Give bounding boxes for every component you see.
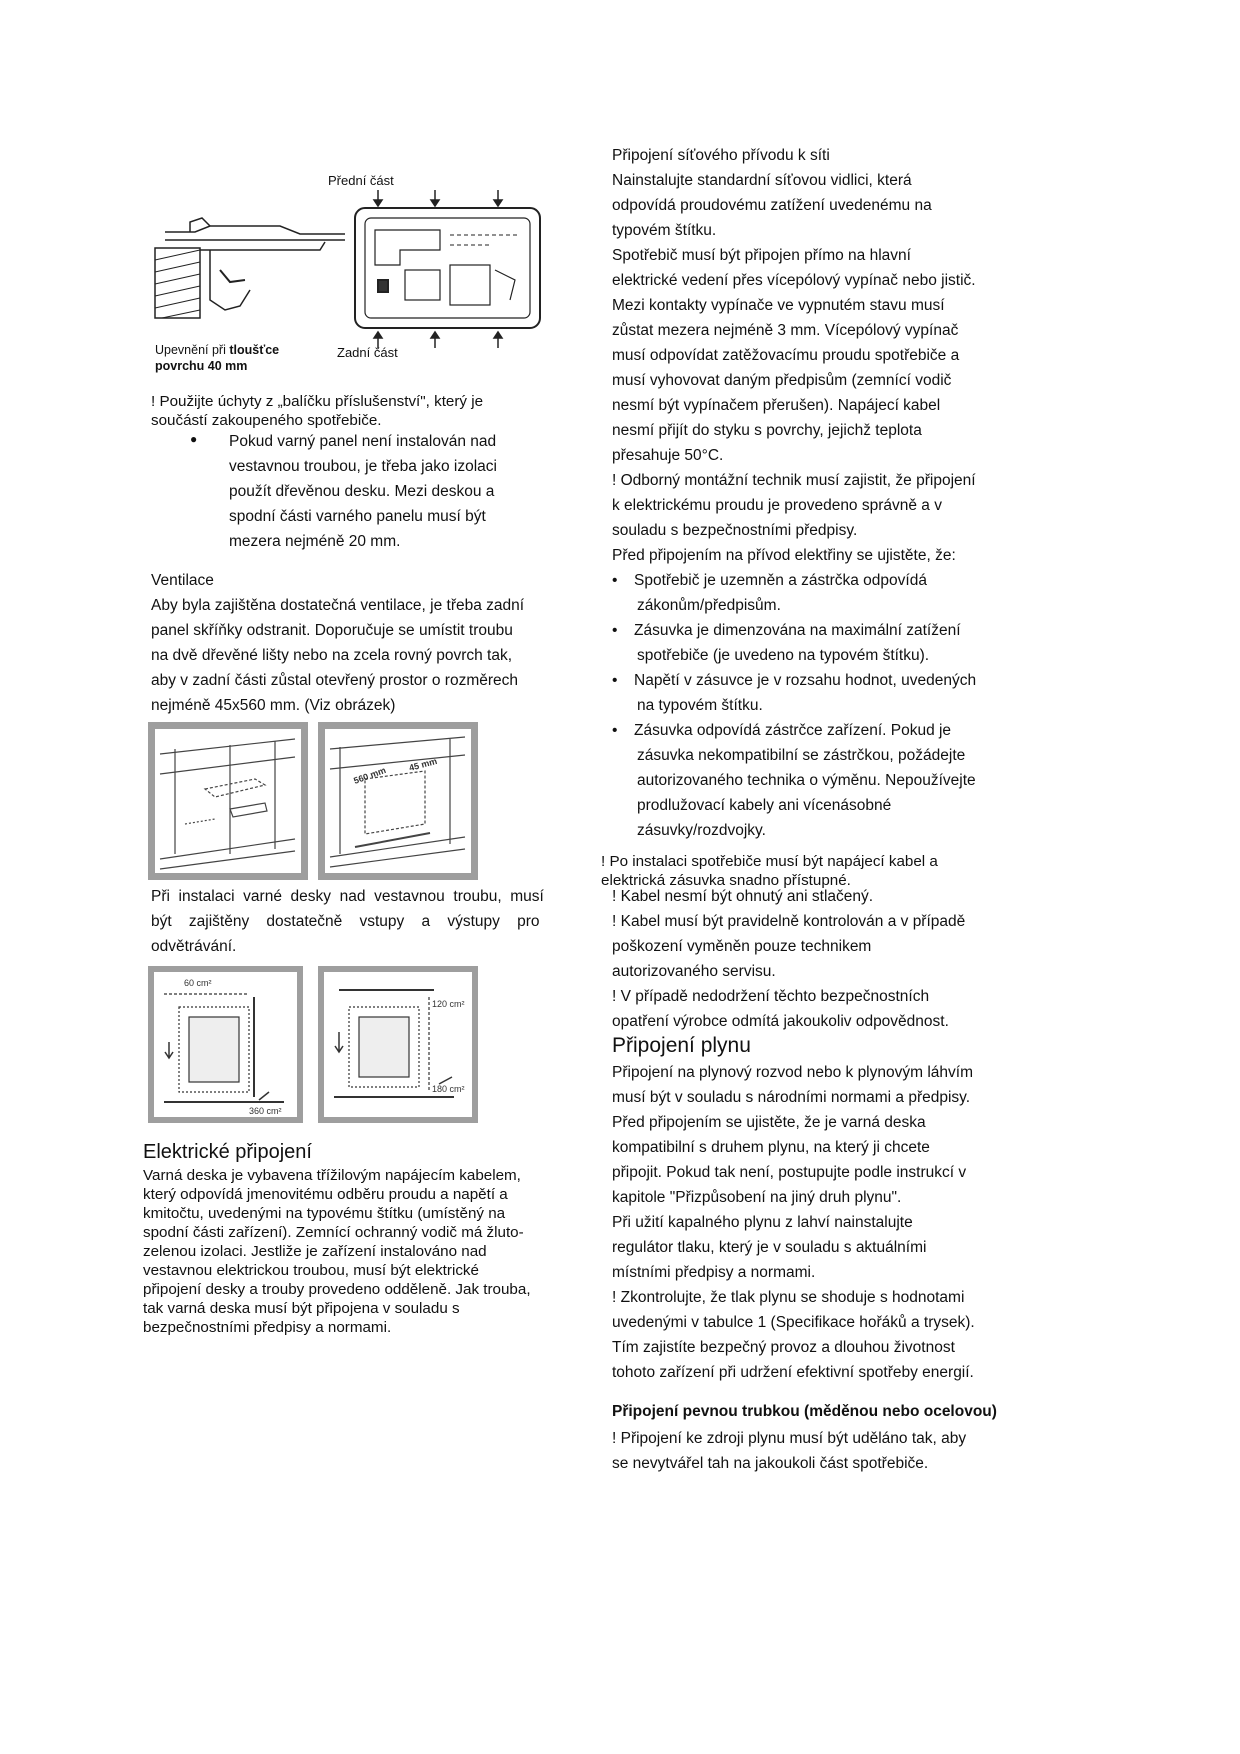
accessibility-note-line-2: elektrická zásuvka snadno přístupné. (601, 872, 851, 889)
gas-line: místními předpisy a normami. (612, 1264, 816, 1281)
gas-text (612, 1060, 1037, 1385)
fixing-label-line2: povrchu 40 mm (155, 359, 248, 373)
gas-heading: Připojení plynu (612, 1034, 751, 1057)
ventilation-line: Aby byla zajištěna dostatečná ventilace, je třeba zadní (151, 597, 525, 614)
accessibility-note-line-1: ! Po instalaci spotřebiče musí být napájecí kabel a (601, 853, 938, 870)
fixing-label (155, 342, 279, 374)
pipe-text (612, 1426, 1037, 1476)
electrical-line: Varná deska je vybavena třížilovým napájecím kabelem, (143, 1167, 521, 1184)
check-bullet-line: zákonům/předpisům. (637, 597, 781, 614)
electrical-line: spodní části zařízení). Zemnící ochranný vodič má žluto- (143, 1224, 524, 1241)
mains-line: odpovídá proudovému zatížení uvedenému na (612, 197, 932, 214)
gas-line: musí být v souladu s národními normami a předpisy. (612, 1089, 971, 1106)
check-bullet-item (612, 668, 1032, 718)
check-bullet-line: autorizovaného technika o výměnu. Nepoužívejte (637, 772, 976, 789)
check-bullet-line: Zásuvka je dimenzována na maximální zatížení (634, 622, 961, 639)
electrical-heading: Elektrické připojení (143, 1141, 312, 1163)
wood-board-line: použít dřevěnou desku. Mezi deskou a (229, 483, 495, 500)
install-line: být zajištěny dostatečně vstupy a výstupy pro (151, 913, 540, 930)
wood-board-line: spodní části varného panelu musí být (229, 508, 486, 525)
cable-note-line: opatření výrobce odmítá jakoukoliv odpovědnost. (612, 1013, 949, 1030)
ventilation-figure-right (318, 722, 478, 880)
ventilation-figure-left (148, 722, 308, 880)
mains-line: nesmí přijít do styku s povrchy, jejichž teplota (612, 422, 922, 439)
mains-heading: Připojení síťového přívodu k síti (612, 147, 830, 164)
bullet-dot: • (612, 672, 618, 689)
mains-line: ! Odborný montážní technik musí zajistit, že připojení (612, 472, 976, 489)
mains-line: Spotřebič musí být připojen přímo na hlavní (612, 247, 911, 264)
check-bullet-line: Napětí v zásuvce je v rozsahu hodnot, uvedených (634, 672, 977, 689)
mains-line: elektrické vedení přes vícepólový vypínač nebo jistič. (612, 272, 976, 289)
airflow-figure-left (148, 966, 303, 1123)
check-bullet-item (612, 618, 1032, 668)
front-part-label: Přední část (328, 173, 394, 188)
electrical-line: tak varná deska musí být připojena v souladu s (143, 1300, 460, 1317)
mains-line: Před připojením na přívod elektřiny se ujistěte, že: (612, 547, 956, 564)
check-bullet-line: Spotřebič je uzemněn a zástrčka odpovídá (634, 572, 927, 589)
wood-board-line: mezera nejméně 20 mm. (229, 533, 401, 550)
wood-board-line: vestavnou troubou, je třeba jako izolaci (229, 458, 497, 475)
check-bullets (612, 568, 1032, 843)
check-bullet-line: zásuvka nekompatibilní se zástrčkou, požádejte (637, 747, 966, 764)
hob-mounting-figure (150, 170, 550, 380)
gas-line: Před připojením se ujistěte, že je varná deska (612, 1114, 926, 1131)
cable-note-line: poškození vyměněn pouze technikem (612, 938, 872, 955)
electrical-line: vestavnou elektrickou troubou, musí být elektrické (143, 1262, 479, 1279)
check-bullet-line: prodlužovací kabely ani vícenásobné (637, 797, 892, 814)
cable-notes (612, 884, 1032, 1034)
mains-line: typovém štítku. (612, 222, 717, 239)
airflow-figure-right (318, 966, 478, 1123)
mains-text (612, 168, 1032, 568)
check-bullet-item (612, 568, 1032, 618)
pipe-line: ! Připojení ke zdroji plynu musí být uděláno tak, aby (612, 1430, 967, 1447)
mains-line: musí odpovídat zatěžovacímu proudu spotřebiče a (612, 347, 960, 364)
electrical-line: kmitočtu, uvedenými na typovému štítku (umístěný na (143, 1205, 506, 1222)
mains-line: nesmí být vypínačem přerušen). Napájecí kabel (612, 397, 941, 414)
cable-note-line: ! Kabel nesmí být ohnutý ani stlačený. (612, 888, 874, 905)
accessory-note-line-1: ! Použijte úchyty z „balíčku příslušenství", který je (151, 393, 484, 410)
fixing-label-bold: tloušťce (229, 343, 280, 357)
check-bullet-line: spotřebiče (je uvedeno na typovém štítku). (637, 647, 930, 664)
bullet-dot: ● (190, 432, 198, 446)
dimension-label-560: 560 mm (352, 765, 388, 786)
install-line: odvětrávání. (151, 938, 237, 955)
accessory-note-line-2: součástí zakoupeného spotřebiče. (151, 412, 382, 429)
ventilation-line: na dvě dřevěné lišty nebo na zcela rovný povrch tak, (151, 647, 513, 664)
pipe-heading: Připojení pevnou trubkou (měděnou nebo ocelovou) (612, 1403, 997, 1420)
fixing-label-prefix: Upevnění při (155, 343, 230, 357)
cabinet-drawing-b (325, 729, 471, 873)
install-line: Při instalaci varné desky nad vestavnou troubu, musí (151, 888, 544, 905)
mains-line: souladu s bezpečnostními předpisy. (612, 522, 858, 539)
electrical-line: bezpečnostními předpisy a normami. (143, 1319, 392, 1336)
electrical-line: zelenou izolaci. Jestliže je zařízení instalováno nad (143, 1243, 487, 1260)
gas-line: uvedenými v tabulce 1 (Specifikace hořáků a trysek). (612, 1314, 975, 1331)
ventilation-line: panel skříňky odstranit. Doporučuje se umístit troubu (151, 622, 513, 639)
check-bullet-item (612, 718, 1032, 843)
check-bullet-line: Zásuvka odpovídá zástrčce zařízení. Pokud je (634, 722, 952, 739)
cable-note-line: autorizovaného servisu. (612, 963, 776, 980)
gas-line: regulátor tlaku, který je v souladu s aktuálními (612, 1239, 927, 1256)
gas-line: ! Zkontrolujte, že tlak plynu se shoduje s hodnotami (612, 1289, 965, 1306)
area-label-360: 360 cm² (249, 1106, 282, 1116)
area-label-120: 120 cm² (432, 999, 465, 1009)
mains-line: přesahuje 50°C. (612, 447, 724, 464)
bullet-dot: • (612, 572, 618, 589)
electrical-line: připojení desky a trouby provedeno odděleně. Jak trouba, (143, 1281, 531, 1298)
ventilation-text (151, 593, 576, 718)
accessory-note (151, 392, 571, 430)
back-part-label: Zadní část (337, 345, 398, 360)
dimension-label-45: 45 mm (407, 755, 439, 773)
electrical-text (143, 1166, 583, 1337)
cable-note-line: ! Kabel musí být pravidelně kontrolován a v případě (612, 913, 966, 930)
mains-line: musí vyhovovat daným předpisům (zemnící vodič (612, 372, 952, 389)
bullet-dot: • (612, 722, 618, 739)
gas-line: Tím zajistíte bezpečný provoz a dlouhou životnost (612, 1339, 955, 1356)
area-label-180: 180 cm² (432, 1084, 465, 1094)
mains-line: k elektrickému proudu je provedeno správně a v (612, 497, 942, 514)
ventilation-heading: Ventilace (151, 572, 214, 589)
airflow-drawing-b (324, 972, 472, 1117)
cabinet-drawing-a (155, 729, 301, 873)
mains-line: Mezi kontakty vypínače ve vypnutém stavu musí (612, 297, 945, 314)
check-bullet-line: zásuvky/rozdvojky. (637, 822, 766, 839)
airflow-drawing-a (154, 972, 297, 1117)
cable-note-line: ! V případě nedodržení těchto bezpečnostních (612, 988, 930, 1005)
mains-line: zůstat mezera nejméně 3 mm. Vícepólový vypínač (612, 322, 959, 339)
mains-line: Nainstalujte standardní síťovou vidlici, která (612, 172, 912, 189)
gas-line: Při užití kapalného plynu z lahví nainstalujte (612, 1214, 913, 1231)
area-label-60: 60 cm² (184, 978, 212, 988)
gas-line: kapitole "Přizpůsobení na jiný druh plynu". (612, 1189, 902, 1206)
gas-line: kompatibilní s druhem plynu, na který ji chcete (612, 1139, 930, 1156)
wood-board-bullet (229, 429, 559, 554)
gas-line: Připojení na plynový rozvod nebo k plynovým láhvím (612, 1064, 973, 1081)
ventilation-line: aby v zadní části zůstal otevřený prostor o rozměrech (151, 672, 518, 689)
install-ventilation-text (151, 884, 556, 959)
gas-line: tohoto zařízení při udržení efektivní spotřeby energií. (612, 1364, 974, 1381)
check-bullet-line: na typovém štítku. (637, 697, 763, 714)
gas-line: připojit. Pokud tak není, postupujte podle instrukcí v (612, 1164, 967, 1181)
ventilation-line: nejméně 45x560 mm. (Viz obrázek) (151, 697, 396, 714)
electrical-line: který odpovídá jmenovitému odběru proudu a napětí a (143, 1186, 508, 1203)
wood-board-line: Pokud varný panel není instalován nad (229, 433, 497, 450)
bullet-dot: • (612, 622, 618, 639)
pipe-line: se nevytvářel tah na jakoukoli část spotřebiče. (612, 1455, 929, 1472)
